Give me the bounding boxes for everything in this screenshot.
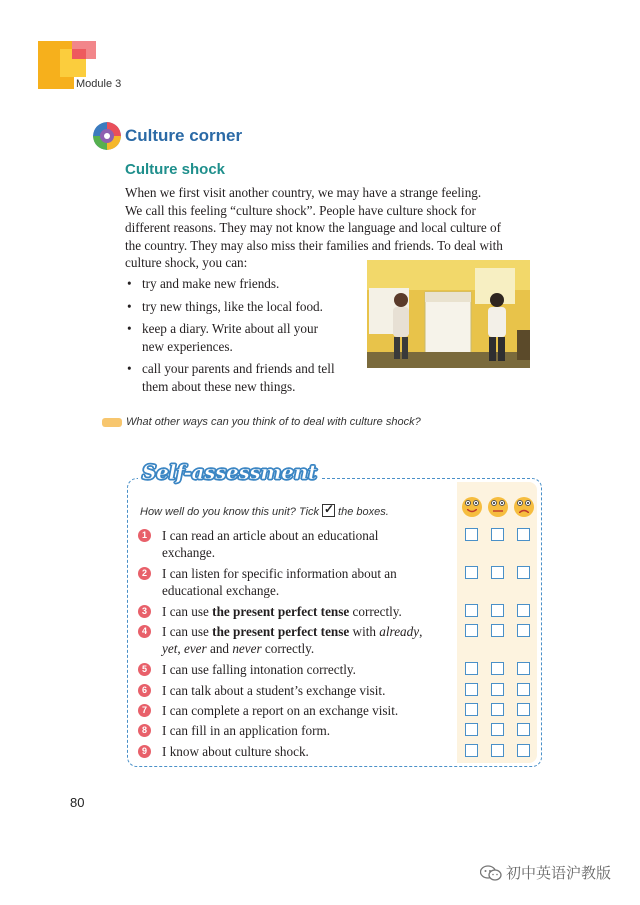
item-number: 4 <box>138 625 151 638</box>
culture-globe-icon <box>93 122 121 150</box>
checkbox-good-item-4[interactable] <box>465 624 478 637</box>
checkbox-good-item-6[interactable] <box>465 683 478 696</box>
section-subtitle: Culture shock <box>125 161 226 178</box>
item-number: 3 <box>138 605 151 618</box>
tick-example-icon <box>322 504 335 517</box>
checkbox-good-item-8[interactable] <box>465 723 478 736</box>
checkbox-poor-item-2[interactable] <box>517 566 530 579</box>
checkbox-poor-item-6[interactable] <box>517 683 530 696</box>
self-assessment-title: Self-assessment <box>138 460 321 484</box>
checkbox-ok-item-3[interactable] <box>491 604 504 617</box>
page-number: 80 <box>70 795 85 810</box>
classroom-photo <box>367 260 530 368</box>
paragraph-line: We call this feeling “culture shock”. People have culture shock for <box>125 202 476 218</box>
neutral-face-icon <box>488 497 508 517</box>
checkbox-ok-item-8[interactable] <box>491 723 504 736</box>
list-item: • keep a diary. Write about all your new experiences. <box>125 320 360 355</box>
self-assessment-instructions: How well do you know this unit? Tick✓ the boxes. <box>140 504 389 518</box>
sad-face-icon <box>514 497 534 517</box>
question-marker-icon <box>102 418 122 427</box>
item-number: 9 <box>138 745 151 758</box>
item-number: 6 <box>138 684 151 697</box>
checkbox-poor-item-5[interactable] <box>517 662 530 675</box>
checkbox-ok-item-6[interactable] <box>491 683 504 696</box>
module-label: Module 3 <box>76 78 122 90</box>
list-item: • try new things, like the local food. <box>125 298 360 316</box>
item-number: 1 <box>138 529 151 542</box>
paragraph-line: When we first visit another country, we may have a strange feeling. <box>125 185 482 200</box>
checkbox-ok-item-7[interactable] <box>491 703 504 716</box>
checkbox-good-item-9[interactable] <box>465 744 478 757</box>
checkbox-poor-item-7[interactable] <box>517 703 530 716</box>
checkbox-good-item-7[interactable] <box>465 703 478 716</box>
paragraph-line: different reasons. They may not know the language and local culture of <box>125 220 501 235</box>
item-number: 5 <box>138 663 151 676</box>
watermark <box>480 862 611 883</box>
checkbox-good-item-2[interactable] <box>465 566 478 579</box>
checkbox-poor-item-3[interactable] <box>517 604 530 617</box>
rating-column-background <box>457 482 537 763</box>
item-number: 8 <box>138 724 151 737</box>
paragraph-line: the country. They may also miss their families and friends. To deal with <box>125 237 503 253</box>
checkbox-poor-item-9[interactable] <box>517 744 530 757</box>
checkbox-poor-item-1[interactable] <box>517 528 530 541</box>
tips-list <box>125 275 360 400</box>
item-number: 2 <box>138 567 151 580</box>
section-title: Culture corner <box>125 126 243 145</box>
checkbox-ok-item-5[interactable] <box>491 662 504 675</box>
list-item: • call your parents and friends and tell them about these new things. <box>125 360 360 395</box>
checkbox-good-item-5[interactable] <box>465 662 478 675</box>
checkbox-ok-item-9[interactable] <box>491 744 504 757</box>
checkbox-good-item-3[interactable] <box>465 604 478 617</box>
checkbox-ok-item-4[interactable] <box>491 624 504 637</box>
checkbox-poor-item-4[interactable] <box>517 624 530 637</box>
happy-face-icon <box>462 497 482 517</box>
list-item: • try and make new friends. <box>125 275 360 293</box>
watermark-text: 初中英语沪教版 <box>506 864 612 882</box>
paragraph-line: culture shock, you can: <box>125 255 248 270</box>
checkbox-ok-item-2[interactable] <box>491 566 504 579</box>
discussion-question: What other ways can you think of to deal with culture shock? <box>126 416 421 428</box>
checkbox-poor-item-8[interactable] <box>517 723 530 736</box>
checkbox-ok-item-1[interactable] <box>491 528 504 541</box>
intro-paragraph <box>125 184 537 272</box>
checkbox-good-item-1[interactable] <box>465 528 478 541</box>
item-number: 7 <box>138 704 151 717</box>
wechat-icon <box>480 865 502 881</box>
